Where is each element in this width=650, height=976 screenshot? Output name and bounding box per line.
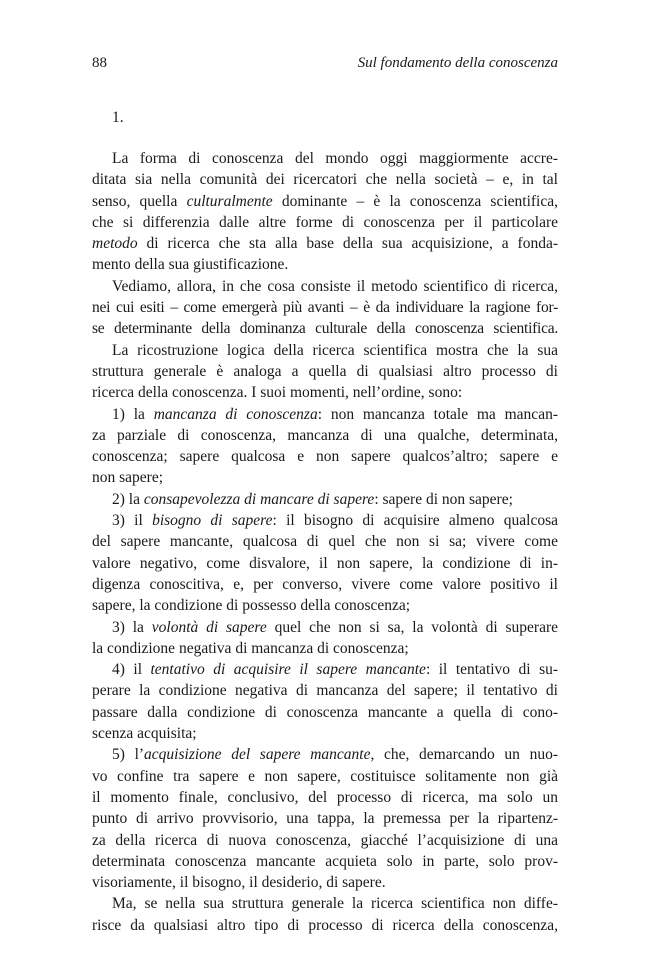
text-line: senso, quella culturalmente dominante – è la conoscenza scientifica, <box>92 192 558 210</box>
text-line: del sapere mancante, qualcosa di quel che non si sa; vivere come <box>92 533 558 551</box>
text-line: se determinante della dominanza culturale della conoscenza scientifica. <box>92 320 558 338</box>
text-line: passare dalla condizione di conoscenza mancante a quella di cono- <box>92 703 558 721</box>
text-line: vo confine tra sapere e non sapere, costituisce solitamente non già <box>92 767 558 785</box>
text-line: 3) la volontà di sapere quel che non si sa, la volontà di superare <box>112 618 558 636</box>
text-line: digenza conoscitiva, e, per converso, vivere come valore positivo il <box>92 575 558 593</box>
text-line: za della ricerca di nuova conoscenza, giacché l’acquisizione di una <box>92 831 558 849</box>
page-number: 88 <box>92 55 107 71</box>
text-line: Vediamo, allora, in che cosa consiste il metodo scientifico di ricerca, <box>112 277 558 295</box>
text-line: perare la condizione negativa di mancanza del sapere; il tentativo di <box>92 682 558 700</box>
text-line: risce da qualsiasi altro tipo di processo di ricerca della conoscenza, <box>92 916 558 934</box>
text-line: che si differenzia dalle altre forme di conoscenza per il particolare <box>92 213 558 231</box>
text-line: il momento finale, conclusivo, del processo di ricerca, ma solo un <box>92 788 558 806</box>
text-line: non sapere; <box>92 469 164 487</box>
text-line: 3) il bisogno di sapere: il bisogno di acquisire almeno qualcosa <box>112 512 558 530</box>
text-line: nei cui esiti – come emergerà più avanti – è da individuare la ragione for- <box>92 299 558 317</box>
section-number: 1. <box>112 109 124 126</box>
text-line: La forma di conoscenza del mondo oggi maggiormente accre- <box>112 150 558 167</box>
text-line: la condizione negativa di mancanza di conoscenza; <box>92 639 409 657</box>
text-line: mento della sua giustificazione. <box>92 256 289 274</box>
text-line: 4) il tentativo di acquisire il sapere mancante: il tentativo di su- <box>112 661 559 679</box>
text-line: scenza acquisita; <box>92 725 197 743</box>
text-line: Ma, se nella sua struttura generale la ricerca scientifica non diffe- <box>112 895 558 913</box>
running-title: Sul fondamento della conoscenza <box>357 55 558 71</box>
text-line: 1) la mancanza di conoscenza: non mancanza totale ma mancan- <box>112 405 558 423</box>
text-line: determinata conoscenza mancante acquieta solo in parte, solo prov- <box>92 852 558 870</box>
text-line: sapere, la condizione di possesso della conoscenza; <box>92 597 411 615</box>
text-line: metodo di ricerca che sta alla base della sua acquisizione, a fonda- <box>92 235 558 253</box>
text-line: struttura generale è analoga a quella di qualsiasi altro processo di <box>92 362 558 380</box>
body-text <box>92 148 558 936</box>
text-line: za parziale di conoscenza, mancanza di una qualche, determinata, <box>92 426 558 444</box>
text-line: conoscenza; sapere qualcosa e non sapere qualcos’altro; sapere e <box>92 448 558 466</box>
text-line: valore negativo, come disvalore, il non sapere, la condizione di in- <box>92 554 558 572</box>
text-line: ditata sia nella comunità dei ricercatori che nella società – e, in tal <box>92 171 558 189</box>
text-line: punto di arrivo provvisorio, una tappa, la premessa per la ripartenz- <box>92 810 558 828</box>
text-line: La ricostruzione logica della ricerca scientifica mostra che la sua <box>112 341 558 359</box>
text-line: visoriamente, il bisogno, il desiderio, di sapere. <box>92 874 386 892</box>
text-line: ricerca della conoscenza. I suoi momenti, nell’ordine, sono: <box>92 384 463 402</box>
text-line: 5) l’acquisizione del sapere mancante, che, demarcando un nuo- <box>112 746 558 764</box>
text-line: 2) la consapevolezza di mancare di sapere: sapere di non sapere; <box>112 490 513 508</box>
